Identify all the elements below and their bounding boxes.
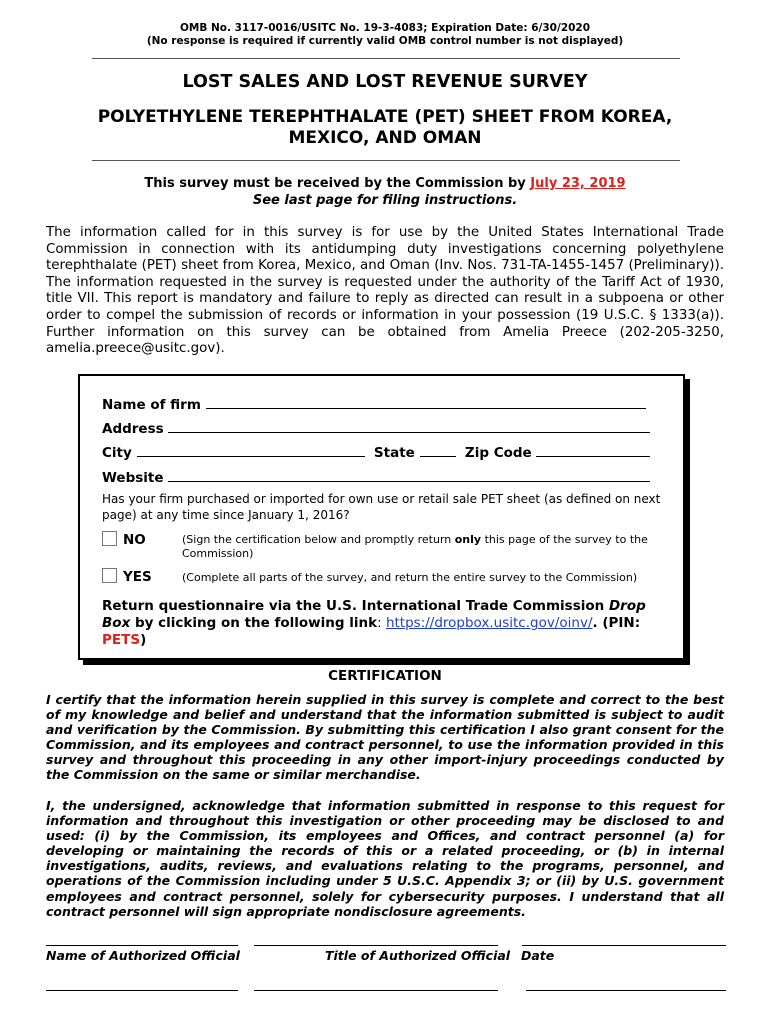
certification-heading: CERTIFICATION <box>328 668 442 684</box>
website-label: Website <box>102 470 164 486</box>
no-label: NO <box>123 532 146 548</box>
purchase-question: Has your firm purchased or imported for own use or retail sale PET sheet (as defined on next page) at any time since January 1, 2016? <box>102 492 661 522</box>
city-label: City <box>102 445 132 461</box>
second-name-line[interactable] <box>46 990 238 991</box>
second-title-line[interactable] <box>254 990 498 991</box>
yes-note: (Complete all parts of the survey, and return the entire survey to the Commission) <box>182 571 638 584</box>
firm-name-label: Name of firm <box>102 397 201 413</box>
official-title-line[interactable] <box>254 945 498 946</box>
official-title-label: Title of Authorized Official <box>325 948 511 963</box>
yes-checkbox[interactable] <box>102 568 117 583</box>
option-yes <box>102 568 152 585</box>
return-text: Return questionnaire via the U.S. International Trade Commission <box>102 598 609 614</box>
option-no <box>102 531 146 548</box>
omb-note: (No response is required if currently valid OMB control number is not displayed) <box>146 35 624 47</box>
city-field[interactable] <box>137 444 365 457</box>
title-divider <box>92 160 680 161</box>
omb-number: OMB No. 3117-0016/USITC No. 19-3-4083; Expiration Date: 6/30/2020 <box>179 22 591 34</box>
address-field[interactable] <box>168 420 650 433</box>
header-divider <box>92 58 680 59</box>
official-name-label: Name of Authorized Official <box>46 948 240 963</box>
website-field[interactable] <box>168 469 650 482</box>
pin-close: ) <box>140 632 147 648</box>
intro-paragraph: The information called for in this survey is for use by the United States International Trade Commission in connection with its antidumping duty investigations concerning polyethylene terephthalate (PET) sheet from Korea, Mexico, and Oman (Inv. Nos. 731-TA-1455-1457 (Preliminary)). The information requested in the survey is requested under the authority of the Tariff Act of 1930, title VII. This report is mandatory and failure to reply as directed can result in a subpoena or other order to compel the submission of records or information in your possession (19 U.S.C. § 1333(a)). Further information on this survey can be obtained from Amelia Preece (202-205-3250, amelia.preece@usitc.gov). <box>46 225 724 357</box>
firm-info-box <box>78 374 685 660</box>
date-label: Date <box>521 948 555 963</box>
second-date-line[interactable] <box>526 990 726 991</box>
certification-paragraph-2: I, the undersigned, acknowledge that information submitted in response to this request for information and throughout this investigation or other proceeding may be disclosed to and used: (i) by the Commission, its employees and Offices, and contract personnel (a) for developing or maintaining the records of this or a related proceeding, or (b) in internal investigations, audits, reviews, and evaluations relating to the programs, personnel, and operations of the Commission including under 5 U.S.C. Appendix 3; or (ii) by U.S. government employees and contract personnel, solely for cybersecurity purposes. I understand that all contract personnel will sign appropriate nondisclosure agreements. <box>46 798 724 919</box>
pin-prefix: . (PIN: <box>592 615 641 631</box>
no-note <box>182 533 672 561</box>
firm-name-row <box>102 396 646 413</box>
state-field[interactable] <box>420 444 456 457</box>
due-prefix: This survey must be received by the Commission by <box>144 176 526 191</box>
zip-field[interactable] <box>536 444 650 457</box>
city-row <box>102 444 650 461</box>
return-colon: : <box>377 615 386 631</box>
zip-label: Zip Code <box>464 445 532 461</box>
date-line[interactable] <box>522 945 726 946</box>
no-note-text-end: this page of the survey to the Commission) <box>182 533 648 560</box>
no-note-emphasis: only <box>454 533 482 546</box>
due-date-notice <box>0 175 770 209</box>
address-label: Address <box>102 421 164 437</box>
survey-title: LOST SALES AND LOST REVENUE SURVEY <box>182 72 588 92</box>
website-row <box>102 469 650 486</box>
drop-box-term: Drop Box <box>102 598 646 631</box>
yes-label: YES <box>123 569 152 585</box>
pin-code: PETS <box>102 632 141 648</box>
no-checkbox[interactable] <box>102 531 117 546</box>
certification-paragraph-1: I certify that the information herein supplied in this survey is complete and correct to the best of my knowledge and belief and understand that the information submitted is subject to audit and verification by the Commission. By submitting this certification I also grant consent for the Commission, and its employees and contract personnel, to use the information provided in this survey and throughout this proceeding in any other import-injury proceedings conducted by the Commission on the same or similar merchandise. <box>46 692 724 783</box>
return-text-mid: by clicking on the following link <box>130 615 378 631</box>
official-name-line[interactable] <box>46 945 238 946</box>
survey-subject: POLYETHYLENE TEREPHTHALATE (PET) SHEET FROM KOREA, MEXICO, AND OMAN <box>97 107 673 148</box>
address-row <box>102 420 650 437</box>
due-date: July 23, 2019 <box>530 176 626 191</box>
return-instructions <box>102 598 667 649</box>
dropbox-link[interactable]: https://dropbox.usitc.gov/oinv/ <box>385 615 593 631</box>
filing-instructions-note: See last page for filing instructions. <box>252 193 518 208</box>
omb-header <box>0 22 770 48</box>
firm-name-field[interactable] <box>206 396 646 409</box>
no-note-text: (Sign the certification below and promptly return <box>182 533 455 546</box>
state-label: State <box>373 445 415 461</box>
